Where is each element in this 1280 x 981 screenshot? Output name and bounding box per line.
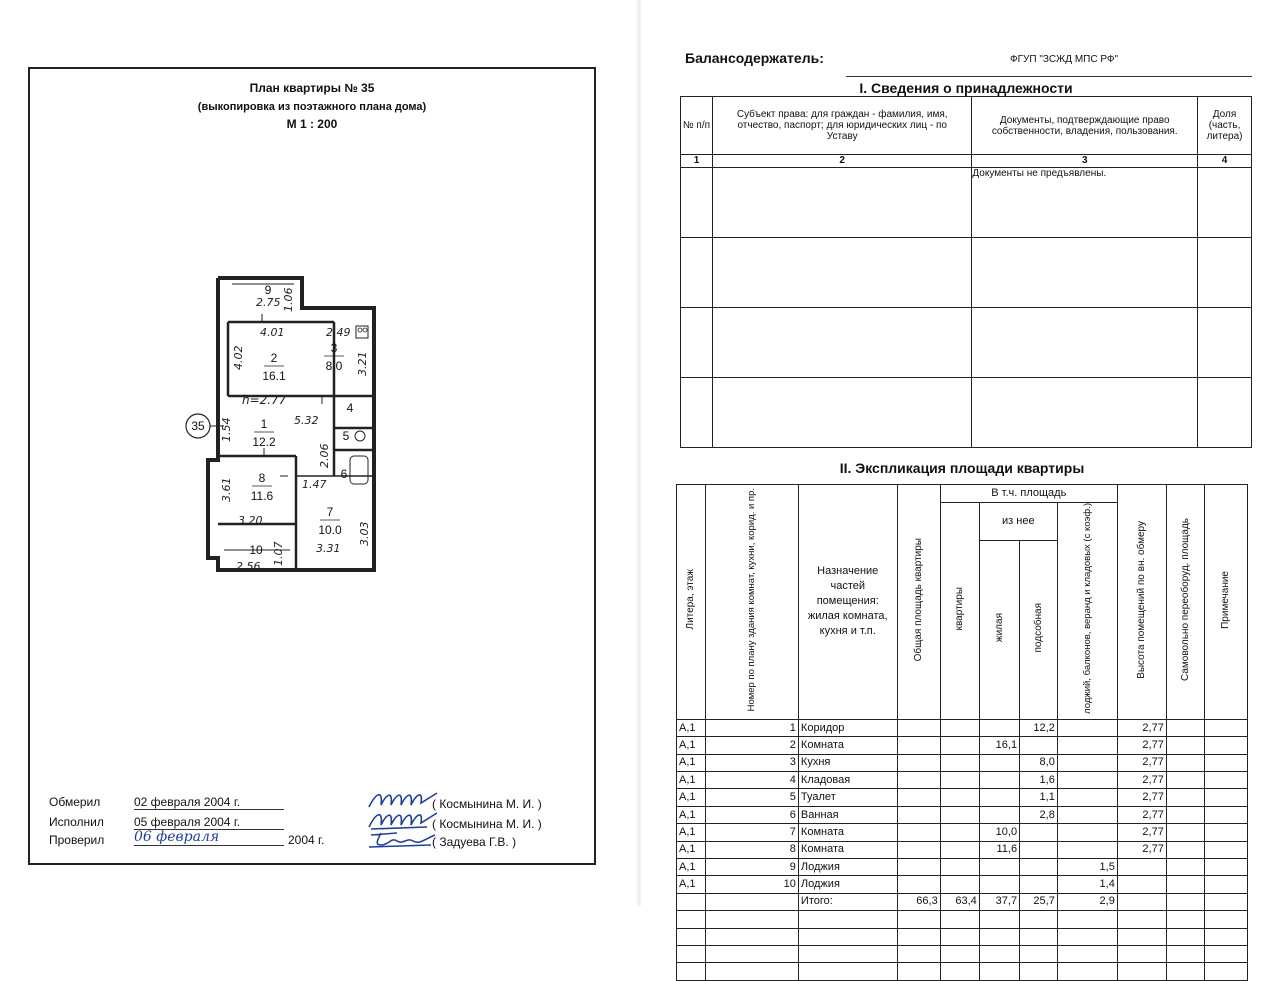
cell-no: 5 (705, 789, 798, 806)
header-flat: квартиры (954, 586, 966, 631)
cell-lit: А,1 (677, 859, 706, 876)
cell-loggia (1057, 719, 1117, 736)
header-loggia: лоджий, балконов, веранд и кладовых (с коэф.) (1081, 503, 1093, 714)
cell-living (979, 719, 1019, 736)
checked-label: Проверил (49, 833, 105, 847)
cell-no: 8 (705, 841, 798, 858)
room-7-area: 10.0 (318, 523, 342, 537)
dim-1-07: 1.07 (272, 541, 285, 566)
header-room-no: Номер по плану здания комнат, кухни, корид. и пр. (746, 487, 758, 712)
cell-total (897, 737, 940, 754)
cell-loggia (1057, 806, 1117, 823)
cell-loggia (1057, 737, 1117, 754)
room-10-number: 10 (249, 543, 263, 557)
cell-no: 7 (705, 824, 798, 841)
table-row (677, 772, 1248, 789)
cell-loggia (1057, 841, 1117, 858)
cell-name: Лоджия (798, 859, 897, 876)
col-documents-header: Документы, подтверждающие право собственности, владения, пользования. (972, 97, 1198, 155)
section2-title: II. Экспликация площади квартиры (839, 460, 1085, 476)
cell-total (897, 772, 940, 789)
header-purpose: Назначение частей помещения: жилая комната, кухня и т.п. (798, 485, 897, 720)
dim-3-61: 3.61 (220, 477, 233, 502)
header-total: Общая площадь квартиры (913, 537, 925, 662)
cell-aux (1020, 876, 1058, 893)
cell-name: Кухня (798, 754, 897, 771)
cell-aux: 12,2 (1020, 719, 1058, 736)
cell-living: 10,0 (979, 824, 1019, 841)
room-2-area: 16.1 (262, 369, 286, 383)
room-4-number: 4 (346, 401, 354, 415)
cell-name: Кладовая (798, 772, 897, 789)
cell-loggia (1057, 789, 1117, 806)
holder-label: Балансодержатель: (685, 50, 824, 66)
header-note: Примечание (1220, 570, 1232, 629)
header-of-which: из нее (979, 503, 1057, 541)
dim-3-20: 3.20 (238, 514, 263, 527)
section1-title: I. Сведения о принадлежности (859, 80, 1073, 96)
header-litera: Литера, этаж (685, 569, 697, 630)
cell-total (897, 876, 940, 893)
cell-living (979, 772, 1019, 789)
cell-aux: 2,8 (1020, 806, 1058, 823)
measured-date: 02 февраля 2004 г. (134, 795, 284, 810)
cell-height: 2,77 (1117, 789, 1166, 806)
cell-lit: А,1 (677, 789, 706, 806)
col-documents-index: 3 (972, 155, 1198, 168)
col-share-index: 4 (1198, 155, 1252, 168)
checked-year: 2004 г. (288, 833, 325, 847)
cell-lit: А,1 (677, 719, 706, 736)
cell-height: 2,77 (1117, 806, 1166, 823)
cell-no: 3 (705, 754, 798, 771)
empty-row (677, 945, 1248, 962)
col-share-header: Доля (часть, литера) (1198, 97, 1252, 155)
cell-name: Ванная (798, 806, 897, 823)
cell-total (897, 841, 940, 858)
empty-row (677, 963, 1248, 980)
cell-flat (940, 859, 979, 876)
cell-aux: 1,1 (1020, 789, 1058, 806)
cell-flat (940, 754, 979, 771)
cell-height (1117, 859, 1166, 876)
executed-date: 05 февраля 2004 г. (134, 815, 284, 830)
plan-title: План квартиры № 35 (249, 81, 375, 95)
cell-height: 2,77 (1117, 841, 1166, 858)
totals-loggia: 2,9 (1057, 893, 1117, 910)
cell-living (979, 789, 1019, 806)
cell-aux (1020, 737, 1058, 754)
totals-label: Итого: (798, 893, 897, 910)
cell-height: 2,77 (1117, 754, 1166, 771)
dim-4-02: 4.02 (232, 345, 245, 370)
header-incl: В т.ч. площадь (940, 485, 1117, 503)
totals-total: 66,3 (897, 893, 940, 910)
dim-1-47: 1.47 (302, 478, 327, 491)
header-auxiliary: подсобная (1032, 602, 1044, 653)
cell-flat (940, 719, 979, 736)
room-8-number: 8 (258, 471, 266, 485)
cell-loggia: 1,5 (1057, 859, 1117, 876)
cell-loggia (1057, 824, 1117, 841)
cell-name: Туалет (798, 789, 897, 806)
room-8-area: 11.6 (250, 489, 274, 503)
room-9-number: 9 (264, 283, 272, 297)
cell-loggia: 1,4 (1057, 876, 1117, 893)
ownership-table (680, 96, 1252, 448)
cell-name: Комната (798, 737, 897, 754)
cell-loggia (1057, 772, 1117, 789)
plan-subtitle: (выкопировка из поэтажного плана дома) (197, 101, 427, 113)
cell-total (897, 719, 940, 736)
cell-flat (940, 737, 979, 754)
col-number-header: № п/п (681, 97, 713, 155)
header-unauth: Самовольно переоборуд. площадь (1179, 517, 1191, 681)
cell-name: Лоджия (798, 876, 897, 893)
header-living: жилая (993, 613, 1005, 643)
table-row (677, 719, 1248, 736)
page-fold (636, 0, 642, 906)
cell-aux (1020, 824, 1058, 841)
checked-date-handwritten: 06 февраля (134, 829, 284, 846)
room-7-number: 7 (326, 505, 334, 519)
ceiling-height: h=2.77 (242, 393, 287, 407)
cell-aux: 1,6 (1020, 772, 1058, 789)
apartment-marker: 35 (191, 419, 205, 433)
cell-lit: А,1 (677, 772, 706, 789)
cell-height: 2,77 (1117, 737, 1166, 754)
cell-no: 9 (705, 859, 798, 876)
cell-name: Комната (798, 841, 897, 858)
checked-by: ( Задуева Г.В. ) (432, 835, 517, 849)
cell-flat (940, 824, 979, 841)
cell-total (897, 806, 940, 823)
room-2-number: 2 (270, 351, 278, 365)
holder-value: ФГУП "ЗСЖД МПС РФ" (1010, 54, 1119, 65)
cell-name: Комната (798, 824, 897, 841)
floor-plan (184, 270, 384, 580)
cell-height: 2,77 (1117, 719, 1166, 736)
dim-2-49: 2.49 (326, 326, 351, 339)
dim-5-32: 5.32 (294, 414, 319, 427)
cell-living: 16,1 (979, 737, 1019, 754)
cell-no: 1 (705, 719, 798, 736)
cell-aux (1020, 859, 1058, 876)
measured-by: ( Космынина М. И. ) (432, 797, 542, 811)
cell-flat (940, 841, 979, 858)
measured-label: Обмерил (49, 795, 101, 809)
table-row (677, 859, 1248, 876)
empty-row (677, 928, 1248, 945)
room-1-area: 12.2 (252, 435, 276, 449)
totals-living: 37,7 (979, 893, 1019, 910)
room-1-number: 1 (260, 417, 268, 431)
cell-no: 10 (705, 876, 798, 893)
cell-living (979, 859, 1019, 876)
cell-no: 4 (705, 772, 798, 789)
executed-label: Исполнил (49, 815, 104, 829)
col-number-index: 1 (681, 155, 713, 168)
table-row (677, 841, 1248, 858)
cell-total (897, 859, 940, 876)
table-row (677, 824, 1248, 841)
cell-living (979, 876, 1019, 893)
cell-total (897, 789, 940, 806)
room-5-number: 5 (342, 429, 350, 443)
dim-2-56: 2.56 (236, 560, 261, 573)
cell-no: 6 (705, 806, 798, 823)
col-subject-header: Субъект права: для граждан - фамилия, имя, отчество, паспорт; для юридических лиц - по Уставу (712, 97, 971, 155)
dim-3-31: 3.31 (316, 542, 341, 555)
cell-name: Коридор (798, 719, 897, 736)
totals-row (677, 893, 1248, 910)
cell-lit: А,1 (677, 754, 706, 771)
header-height: Высота помещений по вн. обмеру (1136, 520, 1148, 679)
cell-lit: А,1 (677, 841, 706, 858)
cell-living (979, 754, 1019, 771)
dim-2-75: 2.75 (256, 296, 281, 309)
room-6-number: 6 (340, 467, 348, 481)
cell-lit: А,1 (677, 824, 706, 841)
dim-1-54: 1.54 (220, 417, 233, 442)
holder-underline (846, 76, 1252, 77)
totals-aux: 25,7 (1020, 893, 1058, 910)
table-row (677, 789, 1248, 806)
cell-flat (940, 876, 979, 893)
table-row (677, 754, 1248, 771)
cell-aux: 8,0 (1020, 754, 1058, 771)
cell-flat (940, 789, 979, 806)
dim-2-06: 2.06 (318, 443, 331, 468)
cell-total (897, 754, 940, 771)
cell-total (897, 824, 940, 841)
dim-3-03: 3.03 (358, 521, 371, 546)
executed-by: ( Космынина М. И. ) (432, 817, 542, 831)
room-3-number: 3 (330, 341, 338, 355)
cell-flat (940, 806, 979, 823)
cell-loggia (1057, 754, 1117, 771)
table-row (677, 737, 1248, 754)
cell-height: 2,77 (1117, 824, 1166, 841)
table-row (677, 876, 1248, 893)
explication-table (676, 484, 1248, 981)
cell-living: 11,6 (979, 841, 1019, 858)
cell-living (979, 806, 1019, 823)
signature-3 (367, 827, 439, 849)
dim-3-21: 3.21 (356, 351, 369, 376)
cell-lit: А,1 (677, 876, 706, 893)
dim-4-01: 4.01 (260, 326, 285, 339)
cell-flat (940, 772, 979, 789)
dim-1-06: 1.06 (282, 287, 295, 312)
cell-height (1117, 876, 1166, 893)
totals-flat: 63,4 (940, 893, 979, 910)
table-row (677, 806, 1248, 823)
col-subject-index: 2 (712, 155, 971, 168)
room-3-area: 8.0 (325, 359, 343, 373)
plan-scale: М 1 : 200 (286, 117, 338, 131)
documents-note: Документы не предъявлены. (972, 168, 1198, 238)
cell-no: 2 (705, 737, 798, 754)
cell-lit: А,1 (677, 737, 706, 754)
cell-aux (1020, 841, 1058, 858)
cell-height: 2,77 (1117, 772, 1166, 789)
cell-lit: А,1 (677, 806, 706, 823)
empty-row (677, 911, 1248, 928)
